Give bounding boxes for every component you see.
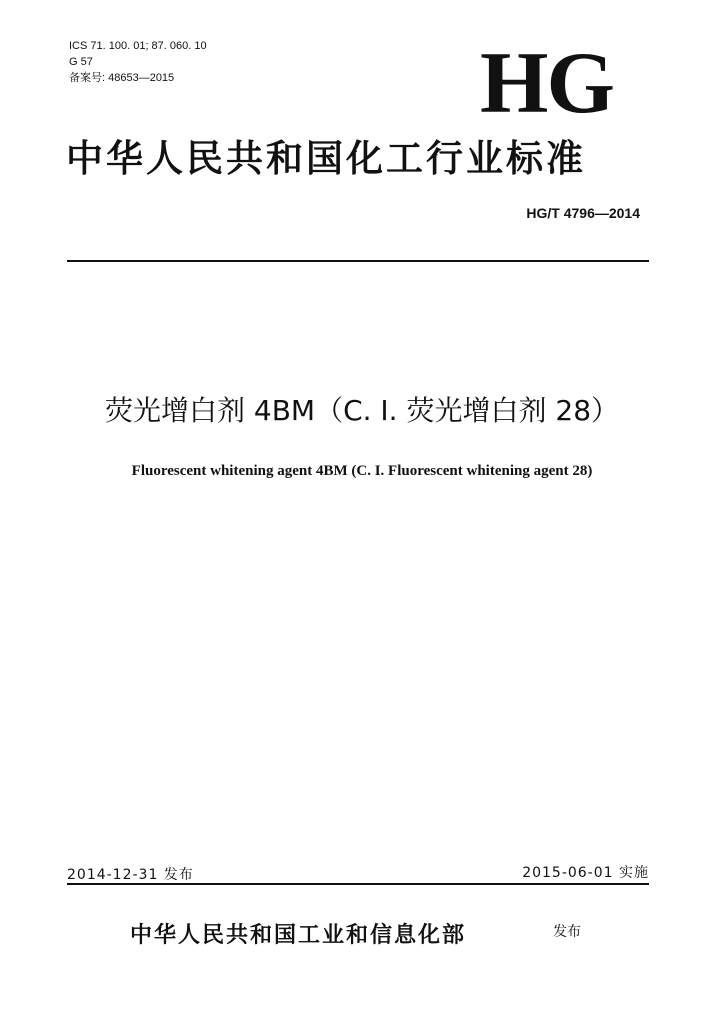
bottom-divider bbox=[67, 883, 649, 885]
implementation-date: 2015-06-01 实施 bbox=[522, 865, 649, 881]
document-title-en: Fluorescent whitening agent 4BM (C. I. Fluorescent whitening agent 28) bbox=[131, 463, 593, 479]
issuing-authority-suffix: 发布 bbox=[553, 924, 581, 940]
standard-number: HG/T 4796—2014 bbox=[526, 205, 640, 221]
hg-logo: HG bbox=[480, 35, 613, 132]
classification-block bbox=[69, 38, 207, 86]
ccs-code: G 57 bbox=[69, 56, 93, 68]
issuing-authority: 中华人民共和国工业和信息化部 bbox=[130, 923, 467, 948]
document-title-zh: 荧光增白剂 4BM（C. I. 荧光增白剂 28） bbox=[104, 394, 620, 427]
filing-number: 备案号: 48653—2015 bbox=[69, 72, 175, 84]
issue-date: 2014-12-31 发布 bbox=[67, 867, 194, 883]
top-divider bbox=[67, 260, 649, 262]
standard-type-title: 中华人民共和国化工行业标准 bbox=[66, 137, 586, 180]
ics-code: ICS 71. 100. 01; 87. 060. 10 bbox=[69, 40, 207, 52]
